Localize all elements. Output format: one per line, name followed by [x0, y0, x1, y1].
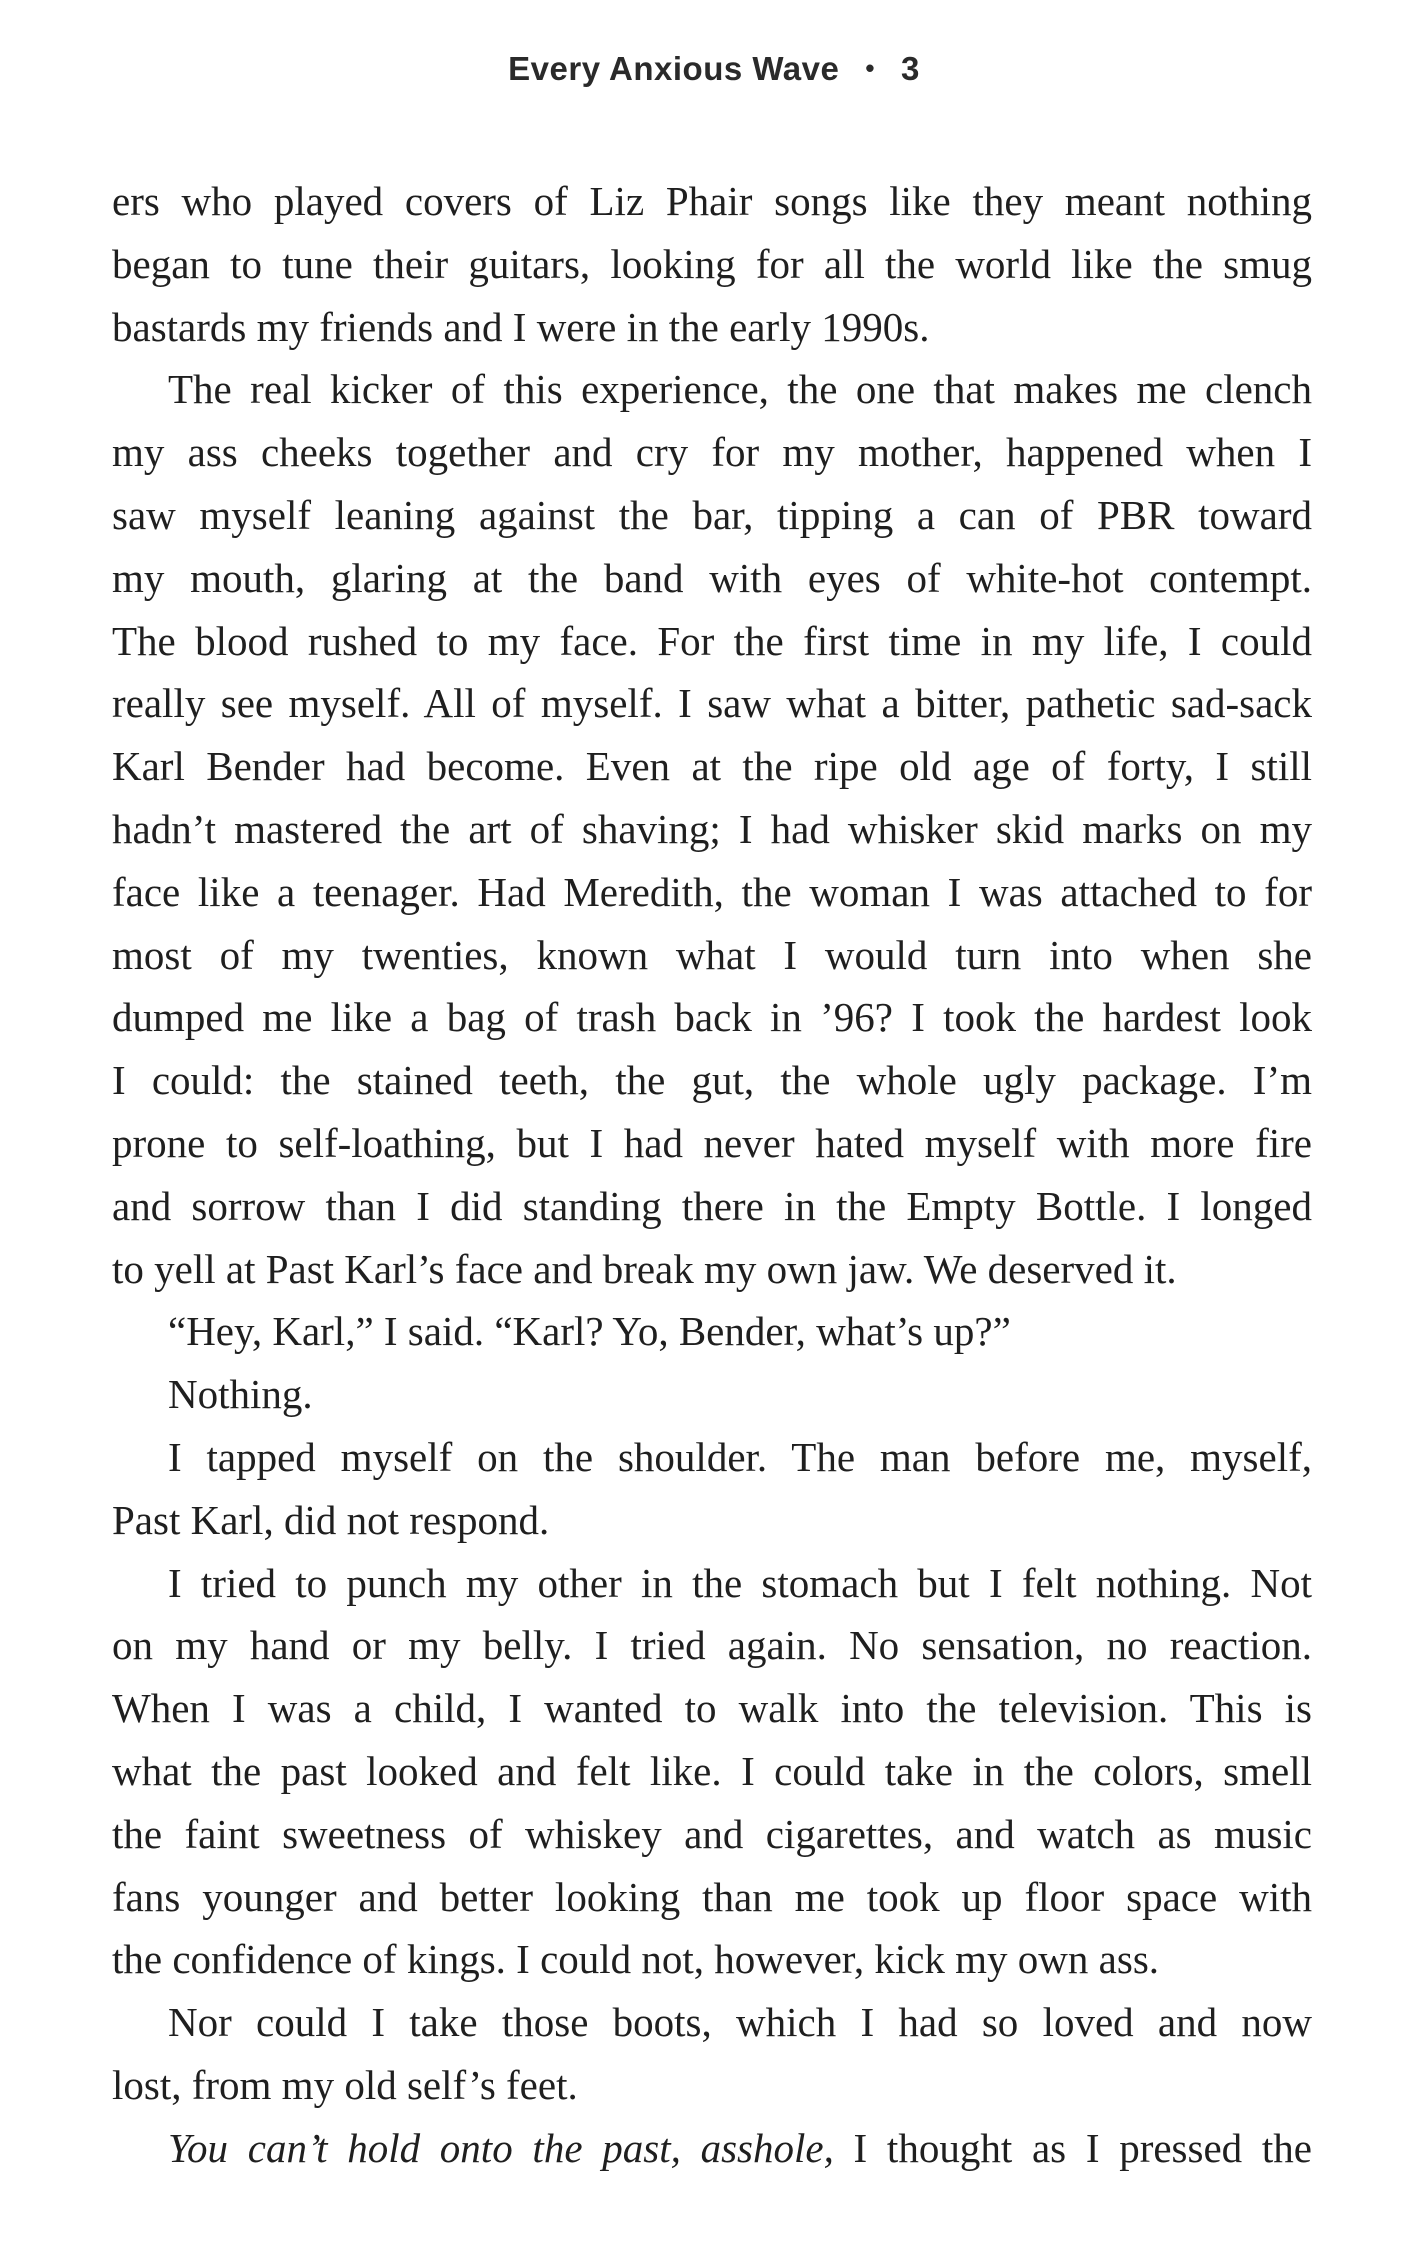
italic-thought: You can’t hold onto the past, asshole, [168, 2124, 834, 2171]
paragraph [112, 2117, 1312, 2180]
text-line: Nothing. [168, 1371, 313, 1418]
text-line: on my hand or my belly. I tried again. No sensation, no reaction. [112, 1622, 1312, 1669]
paragraph [112, 1426, 1312, 1552]
text-line: ers who played covers of Liz Phair songs like they meant nothing [112, 178, 1312, 224]
text-line: began to tune their guitars, looking for all the world like the smug [112, 240, 1312, 287]
header-separator: • [865, 53, 875, 83]
text-line: and sorrow than I did standing there in the Empty Bottle. I longed [112, 1182, 1312, 1229]
text-line: my mouth, glaring at the band with eyes of white-hot contempt. [112, 554, 1312, 601]
paragraph [112, 1300, 1312, 1363]
text-run: I thought as I pressed the [833, 2124, 1312, 2171]
text-line: dumped me like a bag of trash back in ’96? I took the hardest look [112, 994, 1312, 1041]
text-line: saw myself leaning against the bar, tipping a can of PBR toward [112, 491, 1312, 538]
text-line: lost, from my old self’s feet. [112, 2061, 578, 2108]
text-line: my ass cheeks together and cry for my mother, happened when I [112, 429, 1312, 476]
text-line: bastards my friends and I were in the early 1990s. [112, 303, 930, 350]
text-line: really see myself. All of myself. I saw what a bitter, pathetic sad-sack [112, 680, 1312, 727]
page-number: 3 [900, 50, 920, 87]
paragraph [112, 170, 1312, 358]
text-line: Past Karl, did not respond. [112, 1496, 550, 1543]
text-line: what the past looked and felt like. I could take in the colors, smell [112, 1747, 1312, 1794]
text-line: Karl Bender had become. Even at the ripe old age of forty, I still [112, 743, 1312, 790]
text-line: “Hey, Karl,” I said. “Karl? Yo, Bender, what’s up?” [168, 1308, 1011, 1355]
body-text [112, 170, 1312, 2180]
text-line: I could: the stained teeth, the gut, the whole ugly package. I’m [112, 1057, 1312, 1104]
text-line: When I was a child, I wanted to walk into the television. This is [112, 1685, 1312, 1732]
text-line: The real kicker of this experience, the one that makes me clench [168, 366, 1312, 413]
text-line: fans younger and better looking than me took up floor space with [112, 1873, 1312, 1920]
text-line: the faint sweetness of whiskey and cigarettes, and watch as music [112, 1810, 1312, 1857]
paragraph [112, 1991, 1312, 2117]
paragraph [112, 1552, 1312, 1992]
text-line: I tried to punch my other in the stomach but I felt nothing. Not [168, 1559, 1312, 1606]
text-line: prone to self-loathing, but I had never hated myself with more fire [112, 1119, 1312, 1166]
running-head [0, 50, 1428, 88]
text-line [112, 2117, 1312, 2180]
text-line: The blood rushed to my face. For the first time in my life, I could [112, 617, 1312, 664]
text-line: to yell at Past Karl’s face and break my own jaw. We deserved it. [112, 1245, 1177, 1292]
text-line: Nor could I take those boots, which I had so loved and now [168, 1999, 1312, 2046]
text-line: face like a teenager. Had Meredith, the woman I was attached to for [112, 868, 1312, 915]
text-line: most of my twenties, known what I would turn into when she [112, 931, 1312, 978]
text-line: hadn’t mastered the art of shaving; I had whisker skid marks on my [112, 805, 1312, 852]
book-title: Every Anxious Wave [508, 50, 840, 87]
paragraph [112, 1363, 1312, 1426]
text-line: the confidence of kings. I could not, however, kick my own ass. [112, 1936, 1160, 1983]
text-line: I tapped myself on the shoulder. The man before me, myself, [168, 1433, 1312, 1480]
paragraph [112, 358, 1312, 1300]
